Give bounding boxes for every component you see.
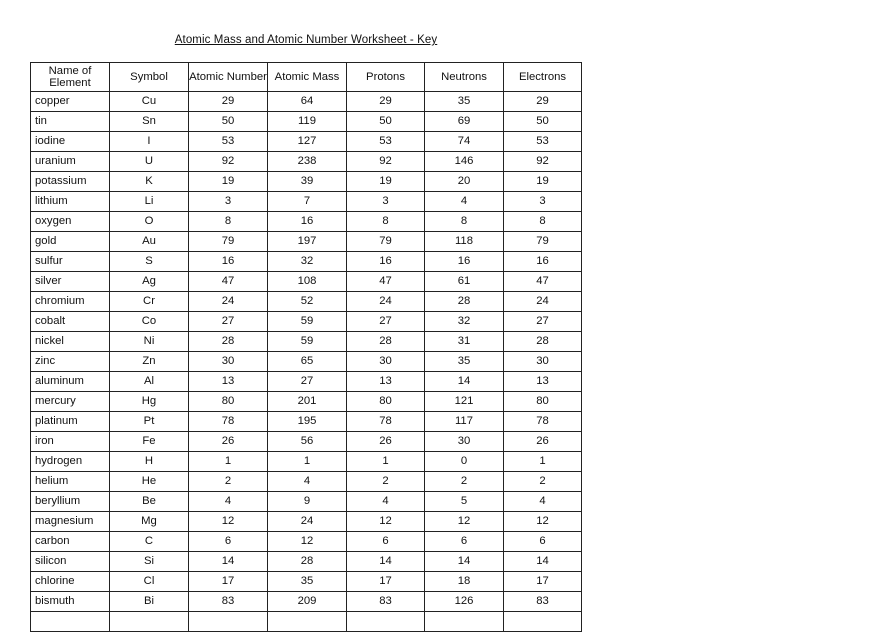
neutrons-cell: 146 (425, 152, 504, 172)
symbol-cell: Ag (110, 272, 189, 292)
neutrons-cell: 74 (425, 132, 504, 152)
electrons-cell: 16 (504, 252, 582, 272)
electrons-cell: 29 (504, 92, 582, 112)
electrons-cell: 6 (504, 532, 582, 552)
atomic-number-cell: 27 (189, 312, 268, 332)
table-row (31, 552, 582, 572)
atomic-number-cell: 17 (189, 572, 268, 592)
symbol-cell: Zn (110, 352, 189, 372)
table-row (31, 592, 582, 612)
table-row (31, 352, 582, 372)
electrons-cell (504, 612, 582, 632)
protons-cell: 79 (347, 232, 425, 252)
column-header: Neutrons (425, 63, 504, 92)
atomic-number-cell: 28 (189, 332, 268, 352)
electrons-cell: 28 (504, 332, 582, 352)
atomic-number-cell: 12 (189, 512, 268, 532)
symbol-cell: Mg (110, 512, 189, 532)
atomic-number-cell: 13 (189, 372, 268, 392)
element-name-cell: helium (31, 472, 110, 492)
atomic-number-cell: 78 (189, 412, 268, 432)
table-row (31, 152, 582, 172)
table-row (31, 112, 582, 132)
neutrons-cell: 126 (425, 592, 504, 612)
symbol-cell (110, 612, 189, 632)
atomic-mass-cell: 195 (268, 412, 347, 432)
atomic-number-cell: 92 (189, 152, 268, 172)
symbol-cell: H (110, 452, 189, 472)
neutrons-cell: 117 (425, 412, 504, 432)
protons-cell: 14 (347, 552, 425, 572)
atomic-mass-cell: 16 (268, 212, 347, 232)
neutrons-cell: 16 (425, 252, 504, 272)
protons-cell: 19 (347, 172, 425, 192)
symbol-cell: Pt (110, 412, 189, 432)
table-row (31, 92, 582, 112)
electrons-cell: 4 (504, 492, 582, 512)
atomic-mass-cell: 27 (268, 372, 347, 392)
protons-cell: 80 (347, 392, 425, 412)
electrons-cell: 3 (504, 192, 582, 212)
atomic-mass-cell: 7 (268, 192, 347, 212)
electrons-cell: 83 (504, 592, 582, 612)
symbol-cell: C (110, 532, 189, 552)
atomic-number-cell: 6 (189, 532, 268, 552)
neutrons-cell: 28 (425, 292, 504, 312)
element-name-cell: silver (31, 272, 110, 292)
atomic-mass-cell: 127 (268, 132, 347, 152)
atomic-mass-cell: 59 (268, 312, 347, 332)
element-name-cell: chromium (31, 292, 110, 312)
symbol-cell: K (110, 172, 189, 192)
atomic-number-cell: 29 (189, 92, 268, 112)
neutrons-cell: 118 (425, 232, 504, 252)
column-header: Atomic Mass (268, 63, 347, 92)
column-header: Protons (347, 63, 425, 92)
element-table (30, 62, 582, 632)
neutrons-cell: 18 (425, 572, 504, 592)
symbol-cell: Co (110, 312, 189, 332)
atomic-mass-cell: 4 (268, 472, 347, 492)
column-header: Name of Element (31, 63, 110, 92)
table-row (31, 392, 582, 412)
atomic-number-cell: 83 (189, 592, 268, 612)
worksheet-title: Atomic Mass and Atomic Number Worksheet - Key (174, 34, 438, 46)
symbol-cell: Cu (110, 92, 189, 112)
table-row (31, 192, 582, 212)
element-name-cell: cobalt (31, 312, 110, 332)
table-row (31, 612, 582, 632)
element-name-cell: sulfur (31, 252, 110, 272)
neutrons-cell: 5 (425, 492, 504, 512)
electrons-cell: 50 (504, 112, 582, 132)
table-row (31, 472, 582, 492)
electrons-cell: 13 (504, 372, 582, 392)
protons-cell: 12 (347, 512, 425, 532)
neutrons-cell: 32 (425, 312, 504, 332)
electrons-cell: 27 (504, 312, 582, 332)
element-name-cell: zinc (31, 352, 110, 372)
electrons-cell: 53 (504, 132, 582, 152)
neutrons-cell: 6 (425, 532, 504, 552)
element-name-cell: iron (31, 432, 110, 452)
electrons-cell: 8 (504, 212, 582, 232)
table-row (31, 532, 582, 552)
table-row (31, 492, 582, 512)
protons-cell: 30 (347, 352, 425, 372)
element-name-cell: mercury (31, 392, 110, 412)
protons-cell: 92 (347, 152, 425, 172)
symbol-cell: Be (110, 492, 189, 512)
atomic-number-cell: 14 (189, 552, 268, 572)
symbol-cell: Si (110, 552, 189, 572)
atomic-mass-cell: 35 (268, 572, 347, 592)
electrons-cell: 17 (504, 572, 582, 592)
table-row (31, 572, 582, 592)
table-row (31, 252, 582, 272)
symbol-cell: U (110, 152, 189, 172)
protons-cell: 6 (347, 532, 425, 552)
element-name-cell: oxygen (31, 212, 110, 232)
element-name-cell: aluminum (31, 372, 110, 392)
element-name-cell: platinum (31, 412, 110, 432)
table-row (31, 452, 582, 472)
symbol-cell: S (110, 252, 189, 272)
element-name-cell: beryllium (31, 492, 110, 512)
atomic-mass-cell: 39 (268, 172, 347, 192)
atomic-number-cell: 26 (189, 432, 268, 452)
atomic-mass-cell: 56 (268, 432, 347, 452)
atomic-mass-cell: 24 (268, 512, 347, 532)
atomic-mass-cell: 197 (268, 232, 347, 252)
symbol-cell: He (110, 472, 189, 492)
atomic-number-cell (189, 612, 268, 632)
neutrons-cell: 12 (425, 512, 504, 532)
atomic-number-cell: 24 (189, 292, 268, 312)
atomic-mass-cell: 64 (268, 92, 347, 112)
neutrons-cell: 31 (425, 332, 504, 352)
symbol-cell: Hg (110, 392, 189, 412)
atomic-mass-cell: 52 (268, 292, 347, 312)
protons-cell: 17 (347, 572, 425, 592)
symbol-cell: Cr (110, 292, 189, 312)
table-row (31, 132, 582, 152)
protons-cell: 16 (347, 252, 425, 272)
atomic-number-cell: 3 (189, 192, 268, 212)
table-row (31, 292, 582, 312)
neutrons-cell: 14 (425, 372, 504, 392)
symbol-cell: O (110, 212, 189, 232)
table-row (31, 412, 582, 432)
atomic-number-cell: 4 (189, 492, 268, 512)
electrons-cell: 78 (504, 412, 582, 432)
table-row (31, 432, 582, 452)
element-name-cell: potassium (31, 172, 110, 192)
electrons-cell: 1 (504, 452, 582, 472)
atomic-mass-cell: 1 (268, 452, 347, 472)
protons-cell: 13 (347, 372, 425, 392)
atomic-number-cell: 30 (189, 352, 268, 372)
neutrons-cell: 20 (425, 172, 504, 192)
protons-cell: 3 (347, 192, 425, 212)
neutrons-cell: 0 (425, 452, 504, 472)
symbol-cell: Sn (110, 112, 189, 132)
atomic-number-cell: 2 (189, 472, 268, 492)
protons-cell: 4 (347, 492, 425, 512)
neutrons-cell: 2 (425, 472, 504, 492)
element-name-cell: gold (31, 232, 110, 252)
protons-cell: 24 (347, 292, 425, 312)
atomic-mass-cell: 28 (268, 552, 347, 572)
electrons-cell: 30 (504, 352, 582, 372)
symbol-cell: Al (110, 372, 189, 392)
element-name-cell: lithium (31, 192, 110, 212)
table-row (31, 212, 582, 232)
atomic-mass-cell (268, 612, 347, 632)
neutrons-cell: 35 (425, 352, 504, 372)
neutrons-cell: 35 (425, 92, 504, 112)
neutrons-cell: 14 (425, 552, 504, 572)
protons-cell: 50 (347, 112, 425, 132)
symbol-cell: Li (110, 192, 189, 212)
protons-cell (347, 612, 425, 632)
electrons-cell: 92 (504, 152, 582, 172)
atomic-mass-cell: 238 (268, 152, 347, 172)
atomic-mass-cell: 12 (268, 532, 347, 552)
electrons-cell: 12 (504, 512, 582, 532)
electrons-cell: 14 (504, 552, 582, 572)
atomic-number-cell: 79 (189, 232, 268, 252)
neutrons-cell: 8 (425, 212, 504, 232)
protons-cell: 2 (347, 472, 425, 492)
neutrons-cell: 69 (425, 112, 504, 132)
electrons-cell: 80 (504, 392, 582, 412)
protons-cell: 1 (347, 452, 425, 472)
protons-cell: 8 (347, 212, 425, 232)
atomic-mass-cell: 119 (268, 112, 347, 132)
table-row (31, 172, 582, 192)
atomic-number-cell: 80 (189, 392, 268, 412)
table-row (31, 512, 582, 532)
atomic-number-cell: 1 (189, 452, 268, 472)
neutrons-cell (425, 612, 504, 632)
atomic-mass-cell: 9 (268, 492, 347, 512)
symbol-cell: Cl (110, 572, 189, 592)
atomic-mass-cell: 59 (268, 332, 347, 352)
neutrons-cell: 121 (425, 392, 504, 412)
electrons-cell: 24 (504, 292, 582, 312)
atomic-mass-cell: 65 (268, 352, 347, 372)
electrons-cell: 2 (504, 472, 582, 492)
table-row (31, 272, 582, 292)
column-header: Electrons (504, 63, 582, 92)
element-name-cell: uranium (31, 152, 110, 172)
table-row (31, 332, 582, 352)
neutrons-cell: 30 (425, 432, 504, 452)
protons-cell: 28 (347, 332, 425, 352)
table-row (31, 312, 582, 332)
element-name-cell: copper (31, 92, 110, 112)
atomic-number-cell: 50 (189, 112, 268, 132)
atomic-number-cell: 19 (189, 172, 268, 192)
symbol-cell: I (110, 132, 189, 152)
element-name-cell: bismuth (31, 592, 110, 612)
header-row (31, 63, 582, 92)
element-name-cell: nickel (31, 332, 110, 352)
atomic-mass-cell: 209 (268, 592, 347, 612)
protons-cell: 27 (347, 312, 425, 332)
atomic-mass-cell: 32 (268, 252, 347, 272)
atomic-number-cell: 53 (189, 132, 268, 152)
table-row (31, 232, 582, 252)
element-name-cell: iodine (31, 132, 110, 152)
electrons-cell: 19 (504, 172, 582, 192)
symbol-cell: Fe (110, 432, 189, 452)
protons-cell: 26 (347, 432, 425, 452)
table-row (31, 372, 582, 392)
protons-cell: 47 (347, 272, 425, 292)
atomic-mass-cell: 108 (268, 272, 347, 292)
element-name-cell: silicon (31, 552, 110, 572)
symbol-cell: Au (110, 232, 189, 252)
column-header: Symbol (110, 63, 189, 92)
atomic-mass-cell: 201 (268, 392, 347, 412)
electrons-cell: 79 (504, 232, 582, 252)
electrons-cell: 26 (504, 432, 582, 452)
element-name-cell (31, 612, 110, 632)
atomic-number-cell: 16 (189, 252, 268, 272)
neutrons-cell: 61 (425, 272, 504, 292)
symbol-cell: Ni (110, 332, 189, 352)
electrons-cell: 47 (504, 272, 582, 292)
element-name-cell: magnesium (31, 512, 110, 532)
protons-cell: 53 (347, 132, 425, 152)
atomic-number-cell: 8 (189, 212, 268, 232)
protons-cell: 78 (347, 412, 425, 432)
symbol-cell: Bi (110, 592, 189, 612)
column-header: Atomic Number (189, 63, 268, 92)
element-name-cell: chlorine (31, 572, 110, 592)
neutrons-cell: 4 (425, 192, 504, 212)
element-name-cell: hydrogen (31, 452, 110, 472)
protons-cell: 29 (347, 92, 425, 112)
element-name-cell: tin (31, 112, 110, 132)
protons-cell: 83 (347, 592, 425, 612)
atomic-number-cell: 47 (189, 272, 268, 292)
element-name-cell: carbon (31, 532, 110, 552)
